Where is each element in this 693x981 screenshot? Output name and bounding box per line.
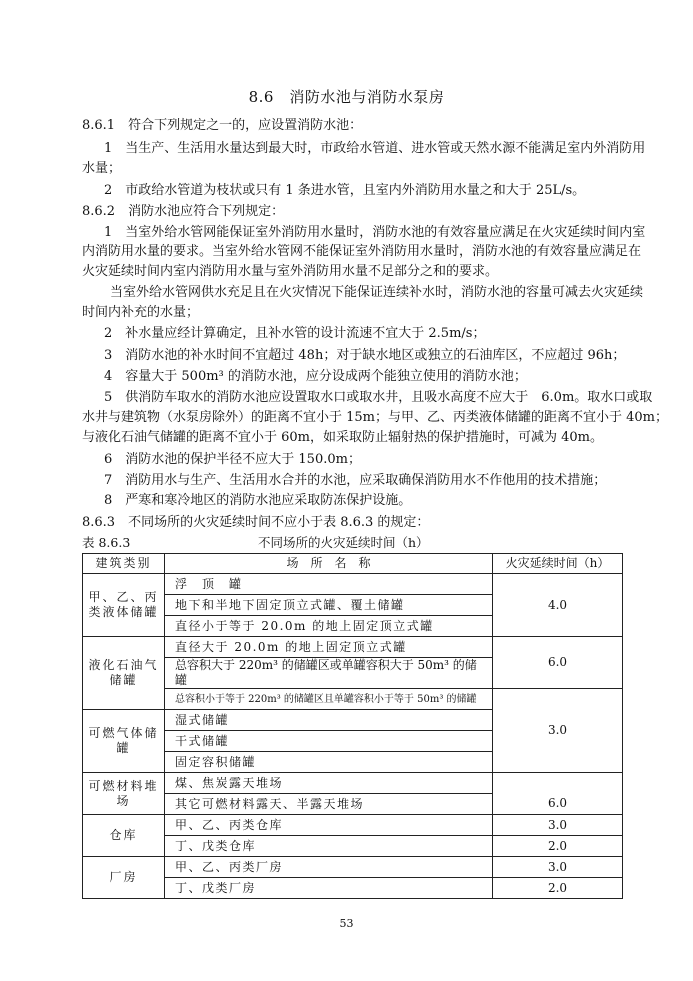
place-cell: 干式储罐 [165,731,493,752]
place-cell: 煤、焦炭露天堆场 [165,773,493,794]
header-duration: 火灾延续时间（h） [493,554,623,574]
place-cell: 直径小于等于 20.0m 的地上固定顶立式罐 [165,616,493,637]
paragraph-line: 5 供消防车取水的消防水池应设置取水口或取水井，且吸水高度不应大于 6.0m。取水口或取 [104,390,653,405]
place-cell: 地下和半地下固定顶立式罐、覆土储罐 [165,595,493,616]
duration-cell: 2.0 [493,836,623,857]
duration-cell: 3.0 [493,857,623,878]
paragraph-line: 水井与建筑物（水泵房除外）的距离不宜小于 15m；与甲、乙、丙类液体储罐的距离不宜小于 40m； [82,410,669,425]
category-cell: 液化石油气储罐 [83,637,165,710]
table-row [83,815,623,836]
paragraph-line: 火灾延续时间内室内消防用水量与室外消防用水量不足部分之和的要求。 [82,264,499,279]
header-category: 建筑类别 [83,554,165,574]
clause-8-6-2: 8.6.2 消防水池应符合下列规定： [82,204,285,219]
page-number: 53 [339,917,354,930]
duration-cell: 6.0 [493,637,623,689]
place-cell: 总容积小于等于 220m³ 的储罐区且单罐容积小于等于 50m³ 的储罐 [165,689,493,710]
table-row [83,857,623,878]
duration-cell-empty [493,773,623,794]
clause-8-6-1: 8.6.1 符合下列规定之一的，应设置消防水池： [82,118,363,133]
paragraph-line: 内消防用水量的要求。当室外给水管网不能保证室外消防用水量时，消防水池的有效容量应满足在 [82,244,642,259]
place-cell: 甲、乙、丙类厂房 [165,857,493,878]
table-row [83,773,623,794]
place-cell: 湿式储罐 [165,710,493,731]
place-cell: 其它可燃材料露天、半露天堆场 [165,794,493,815]
paragraph-line: 2 补水量应经计算确定，且补水管的设计流速不宜大于 2.5m/s； [104,326,486,341]
duration-cell: 2.0 [493,878,623,899]
duration-cell: 3.0 [493,689,623,773]
category-cell: 甲、乙、丙类液体储罐 [83,574,165,637]
place-cell: 总容积大于 220m³ 的储罐区或单罐容积大于 50m³ 的储罐 [165,658,493,689]
table-header-row [83,554,623,574]
table-title: 不同场所的火灾延续时间（h） [258,535,429,550]
table-number: 表 8.6.3 [82,535,131,550]
paragraph-line: 1 当室外给水管网能保证室外消防用水量时，消防水池的有效容量应满足在火灾延续时间内室 [104,225,646,240]
category-cell: 可燃气体储罐 [83,710,165,773]
category-cell: 仓库 [83,815,165,857]
paragraph-line: 4 容量大于 500m³ 的消防水池，应分设成两个能独立使用的消防水池； [104,369,527,384]
paragraph-line: 6 消防水池的保护半径不应大于 150.0m； [104,452,361,467]
place-cell: 浮 顶 罐 [165,574,493,595]
clause-8-6-3: 8.6.3 不同场所的火灾延续时间不应小于表 8.6.3 的规定： [82,515,430,530]
paragraph-line: 时间内补充的水量； [82,305,200,320]
paragraph-line: 2 市政给水管道为枝状或只有 1 条进水管，且室内外消防用水量之和大于 25L/s。 [104,183,586,198]
duration-cell: 4.0 [493,574,623,637]
paragraph-line: 与液化石油气储罐的距离不宜小于 60m，如采取防止辐射热的保护措施时，可减为 40m。 [82,430,604,445]
paragraph-line: 当室外给水管网供水充足且在火灾情况下能保证连续补水时，消防水池的容量可减去火灾延续 [110,285,644,300]
place-cell: 丁、戊类厂房 [165,878,493,899]
table-row [83,574,623,595]
paragraph-line: 1 当生产、生活用水量达到最大时，市政给水管道、进水管或天然水源不能满足室内外消防用 [104,141,646,156]
fire-duration-table [82,553,623,899]
place-cell: 固定容积储罐 [165,752,493,773]
paragraph-line: 8 严寒和寒冷地区的消防水池应采取防冻保护设施。 [104,493,412,508]
table-caption [82,535,622,551]
place-cell: 甲、乙、丙类仓库 [165,815,493,836]
table-row [83,637,623,658]
category-cell: 可燃材料堆场 [83,773,165,815]
paragraph-line: 7 消防用水与生产、生活用水合并的水池，应采取确保消防用水不作他用的技术措施； [104,473,607,488]
paragraph-line: 水量； [82,161,122,176]
place-cell: 直径大于 20.0m 的地上固定顶立式罐 [165,637,493,658]
paragraph-line: 3 消防水池的补水时间不宜超过 48h；对于缺水地区或独立的石油库区，不应超过 96h； [104,348,626,363]
place-cell: 丁、戊类仓库 [165,836,493,857]
duration-cell: 6.0 [493,794,623,815]
section-title: 8.6 消防水池与消防水泵房 [248,88,445,106]
category-cell: 厂房 [83,857,165,899]
header-place: 场 所 名 称 [165,554,493,574]
duration-cell: 3.0 [493,815,623,836]
